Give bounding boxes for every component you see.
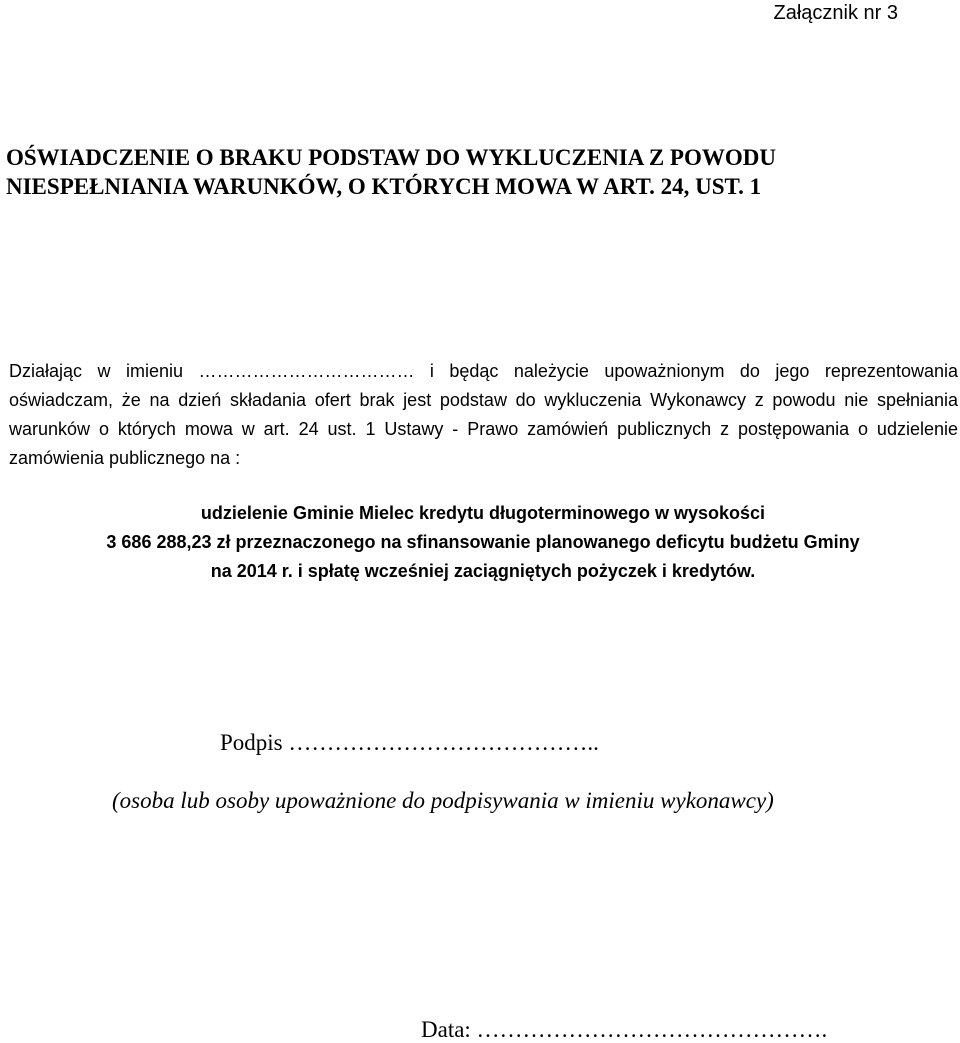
declaration-paragraph: Działając w imieniu ……………………………… i będąc należycie upoważnionym do jego reprezentowania oświadczam, że na dzień składania ofert brak jest podstaw do wykluczenia Wykonawcy z powodu nie spełniania warunków o których mowa w art. 24 ust. 1 Ustawy - Prawo zamówień publicznych z postępowania o udzielenie zamówienia publicznego na : bbox=[9, 361, 958, 468]
date-line: Data: ………………………………………. bbox=[421, 1017, 828, 1042]
attachment-label: Załącznik nr 3 bbox=[773, 2, 898, 24]
subject-line-2: 3 686 288,23 zł przeznaczonego na sfinansowanie planowanego deficytu budżetu Gminy bbox=[106, 532, 860, 552]
title-line-2: NIESPEŁNIANIA WARUNKÓW, O KTÓRYCH MOWA W ART. 24, UST. 1 bbox=[6, 174, 762, 199]
subject-line-1: udzielenie Gminie Mielec kredytu długoterminowego w wysokości bbox=[200, 503, 766, 523]
title-line-1: OŚWIADCZENIE O BRAKU PODSTAW DO WYKLUCZENIA Z POWODU bbox=[6, 145, 776, 170]
signature-caption: (osoba lub osoby upoważnione do podpisywania w imieniu wykonawcy) bbox=[112, 788, 774, 813]
contract-subject bbox=[0, 499, 960, 586]
signature-line: Podpis ………………………………….. bbox=[220, 730, 599, 755]
subject-line-3: na 2014 r. i spłatę wcześniej zaciągniętych pożyczek i kredytów. bbox=[210, 561, 756, 581]
document-title bbox=[6, 143, 956, 201]
